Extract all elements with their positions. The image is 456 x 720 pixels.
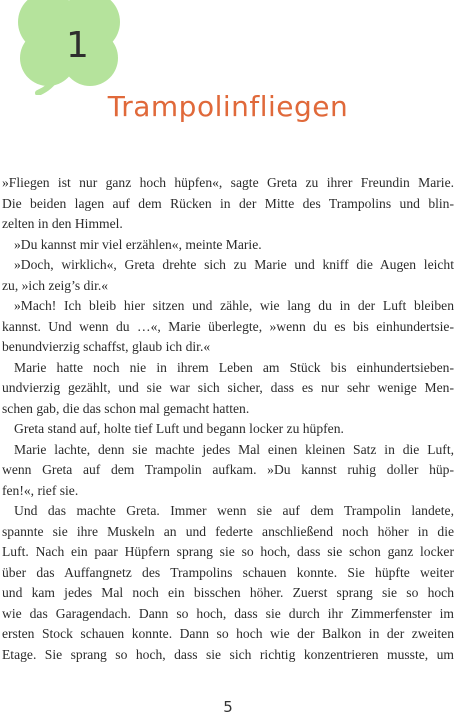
text-line: ersten Stock schauen konnte. Dann so hoch wie der Balkon in der zweiten	[2, 626, 454, 641]
text-line: zelten in den Himmel.	[2, 216, 123, 231]
text-line: fen!«, rief sie.	[2, 482, 79, 498]
text-line: spannte sie ihre Muskeln an und federte anschließend noch höher in die	[2, 523, 454, 539]
body-text	[2, 173, 454, 665]
clover-leaf-icon	[0, 0, 125, 95]
text-line: benundvierzig schaffst, glaub ich dir.«	[2, 339, 211, 354]
text-line: »Fliegen ist nur ganz hoch hüpfen«, sagte Greta zu ihrer Freundin Marie.	[2, 175, 454, 190]
text-line: Und das machte Greta. Immer wenn sie auf dem Trampolin landete,	[14, 503, 454, 518]
text-line: undvierzig gezählt, und sie war sich sicher, dass es nur sehr wenige Men-	[2, 380, 454, 395]
text-line: kannst. Und wenn du …«, Marie überlegte, »wenn du es bis einhundertsie-	[2, 318, 454, 334]
text-line: wie das Garagendach. Dann so hoch, dass sie durch ihr Zimmerfenster im	[2, 605, 454, 621]
text-line: »Du kannst mir viel erzählen«, meinte Marie.	[14, 236, 262, 252]
text-line: Die beiden lagen auf dem Rücken in der Mitte des Trampolins und blin-	[2, 195, 454, 211]
text-line: »Doch, wirklich«, Greta drehte sich zu Marie und kniff die Augen leicht	[14, 257, 454, 272]
chapter-number: 1	[66, 25, 89, 66]
text-line: zu, »ich zeig’s dir.«	[2, 277, 109, 293]
text-line: Marie lachte, denn sie machte jedes Mal einen kleinen Satz in die Luft,	[14, 441, 454, 457]
text-line: »Mach! Ich bleib hier sitzen und zähle, wie lang du in der Luft bleiben	[14, 298, 454, 313]
chapter-title: Trampolinfliegen	[107, 90, 349, 123]
text-line: Luft. Nach ein paar Hüpfern sprang sie so hoch, dass sie schon ganz locker	[2, 544, 454, 559]
text-line: über das Auffangnetz des Trampolins schauen konnte. Sie hüpfte weiter	[2, 564, 454, 580]
page-number: 5	[223, 698, 233, 716]
text-line: schen gab, die das schon mal gemacht hatten.	[2, 400, 250, 416]
text-line: Etage. Sie sprang so hoch, dass sie sich richtig konzentrieren musste, um	[2, 646, 454, 662]
text-line: Greta stand auf, holte tief Luft und begann locker zu hüpfen.	[14, 421, 344, 436]
text-line: Marie hatte noch nie in ihrem Leben am Stück bis einhundertsieben-	[14, 359, 454, 375]
text-line: wenn Greta auf dem Trampolin aufkam. »Du kannst ruhig doller hüp-	[2, 462, 454, 477]
text-line: und kam jedes Mal noch ein bisschen höher. Zuerst sprang sie so hoch	[2, 585, 454, 600]
